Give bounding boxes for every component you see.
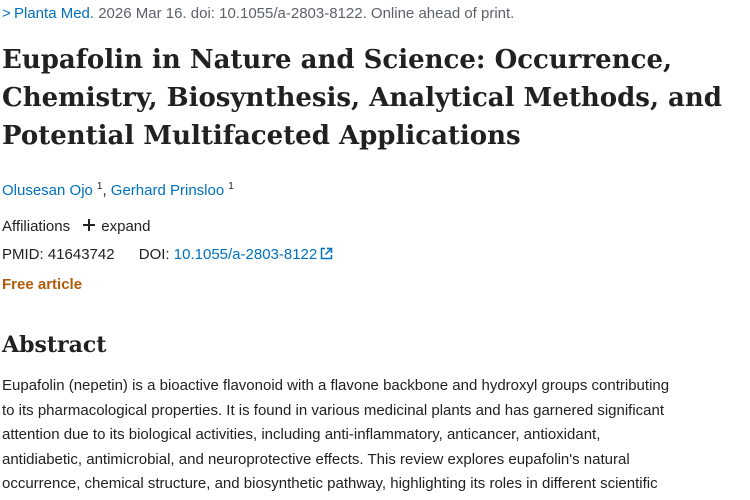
citation-details: 2026 Mar 16. doi: 10.1055/a-2803-8122. Online ahead of print. xyxy=(94,5,515,22)
affiliations-row xyxy=(2,216,150,238)
author-list xyxy=(2,176,234,202)
citation-line xyxy=(2,4,514,24)
title-line: Potential Multifaceted Applications xyxy=(2,121,521,151)
doi-value: 10.1055/a-2803-8122 xyxy=(173,246,318,263)
doi-label: DOI: xyxy=(138,246,170,263)
abstract-text xyxy=(2,374,748,497)
identifiers-row xyxy=(2,244,333,266)
expand-label: expand xyxy=(101,218,151,235)
chevron-right-icon[interactable]: > xyxy=(2,5,11,22)
title-line: Chemistry, Biosynthesis, Analytical Methods, and xyxy=(2,83,722,113)
author-affiliation-number[interactable]: 1 xyxy=(96,181,103,192)
author-link-ojo[interactable]: Olusesan Ojo xyxy=(2,182,93,199)
abstract-line: antidiabetic, antimicrobial, and neuroprotective effects. This review explores eupafolin's natural xyxy=(2,450,630,468)
plus-icon xyxy=(82,218,96,232)
abstract-line: Eupafolin (nepetin) is a bioactive flavonoid with a flavone backbone and hydroxyl groups contributing xyxy=(2,377,670,394)
abstract-heading: Abstract xyxy=(2,332,107,358)
doi-link[interactable] xyxy=(174,246,333,263)
author-affiliation-number[interactable]: 1 xyxy=(228,181,234,192)
abstract-line: to its pharmacological properties. It is found in various medicinal plants and has garnered significant xyxy=(2,401,665,419)
journal-link[interactable]: Planta Med. xyxy=(14,5,95,22)
author-link-prinsloo[interactable]: Gerhard Prinsloo xyxy=(110,182,225,199)
affiliations-label: Affiliations xyxy=(2,218,71,235)
free-article-badge: Free article xyxy=(2,276,83,293)
article-title xyxy=(2,41,742,155)
affiliations-expand-button[interactable] xyxy=(82,216,150,238)
title-line: Eupafolin in Nature and Science: Occurrence, xyxy=(2,45,673,75)
author-separator: , xyxy=(102,182,111,199)
pmid-label: PMID: xyxy=(2,246,44,263)
abstract-line: occurrence, chemical structure, and biosynthetic pathway, highlighting its roles in different scientific xyxy=(2,475,658,493)
abstract-line: attention due to its biological activities, including anti-inflammatory, anticancer, antioxidant, xyxy=(2,426,601,444)
external-link-icon xyxy=(320,247,333,260)
pmid-value: 41643742 xyxy=(47,246,115,263)
